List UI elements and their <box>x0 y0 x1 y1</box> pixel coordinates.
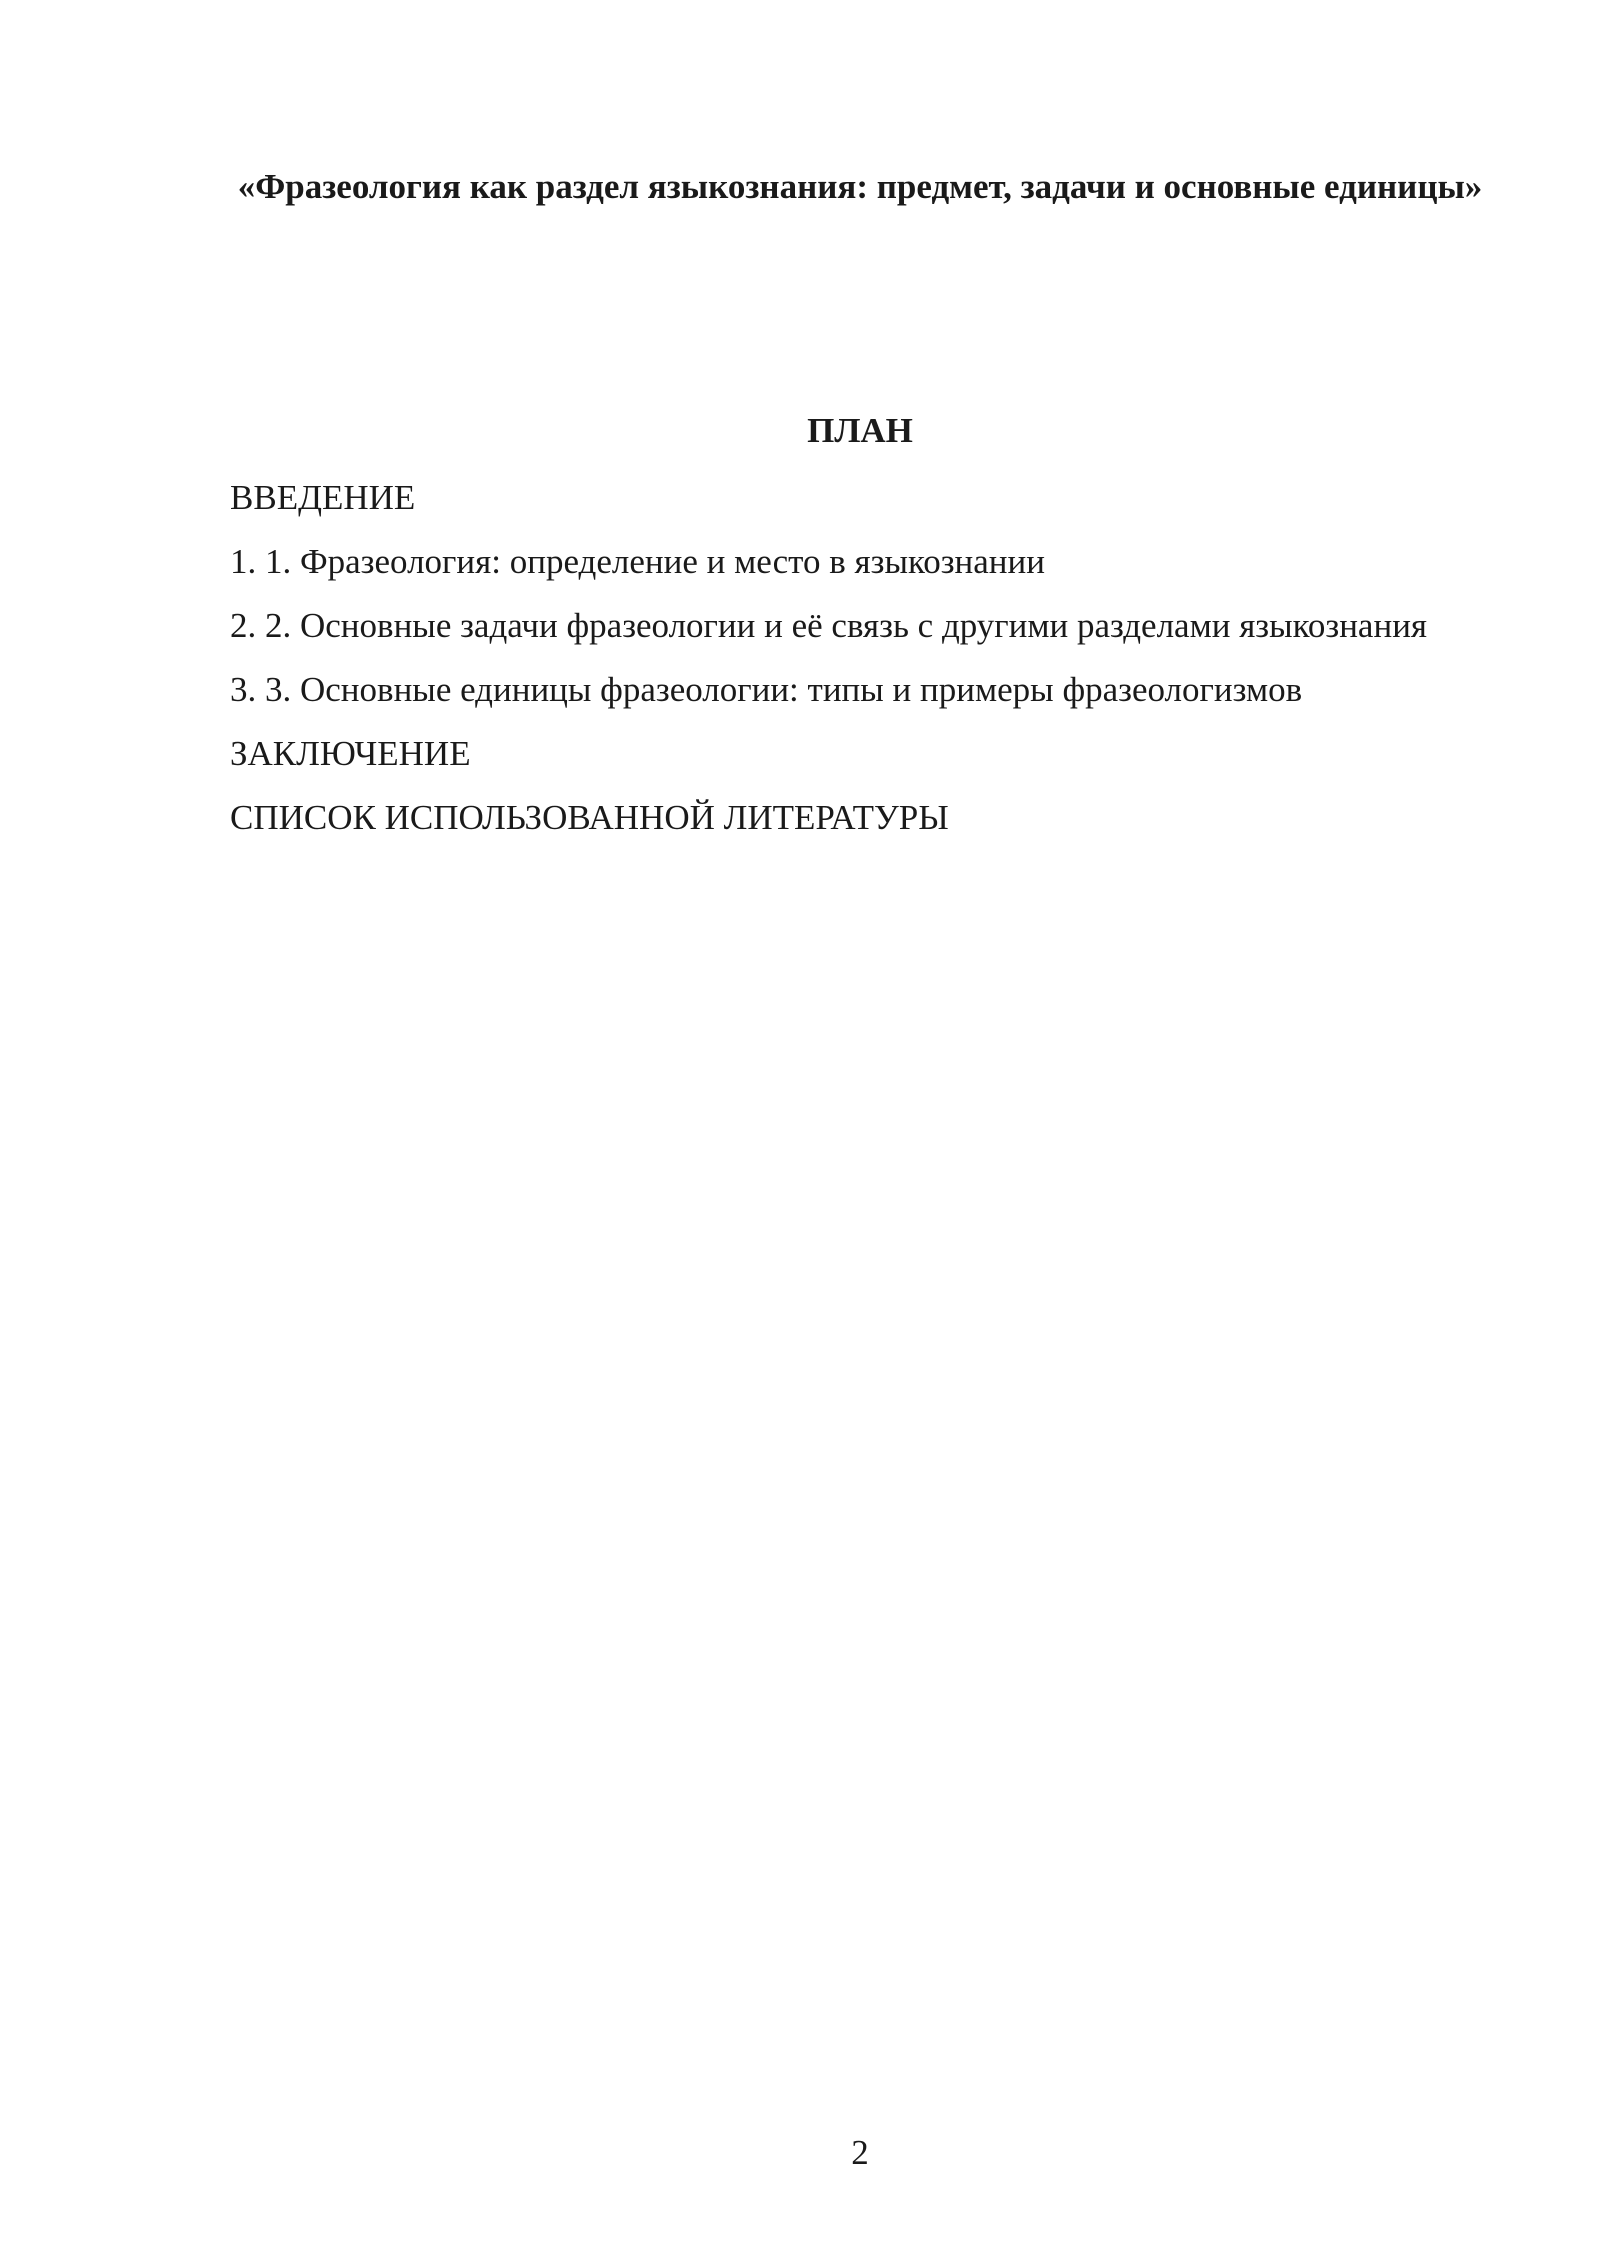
plan-list <box>230 470 1430 854</box>
page-number: 2 <box>851 2133 869 2172</box>
plan-item-introduction: ВВЕДЕНИЕ <box>230 478 416 517</box>
plan-heading: ПЛАН <box>807 411 913 450</box>
plan-item-references: СПИСОК ИСПОЛЬЗОВАННОЙ ЛИТЕРАТУРЫ <box>230 798 949 837</box>
plan-item-chapter-1: 1. 1. Фразеология: определение и место в языкознании <box>230 542 1045 581</box>
plan-item-chapter-2: 2. 2. Основные задачи фразеологии и её связь с другими разделами языкознания <box>230 606 1428 645</box>
plan-item-conclusion: ЗАКЛЮЧЕНИЕ <box>230 734 471 773</box>
plan-item-chapter-3: 3. 3. Основные единицы фразеологии: типы и примеры фразеологизмов <box>230 670 1303 709</box>
document-title: «Фразеология как раздел языкознания: предмет, задачи и основные единицы» <box>237 167 1483 206</box>
